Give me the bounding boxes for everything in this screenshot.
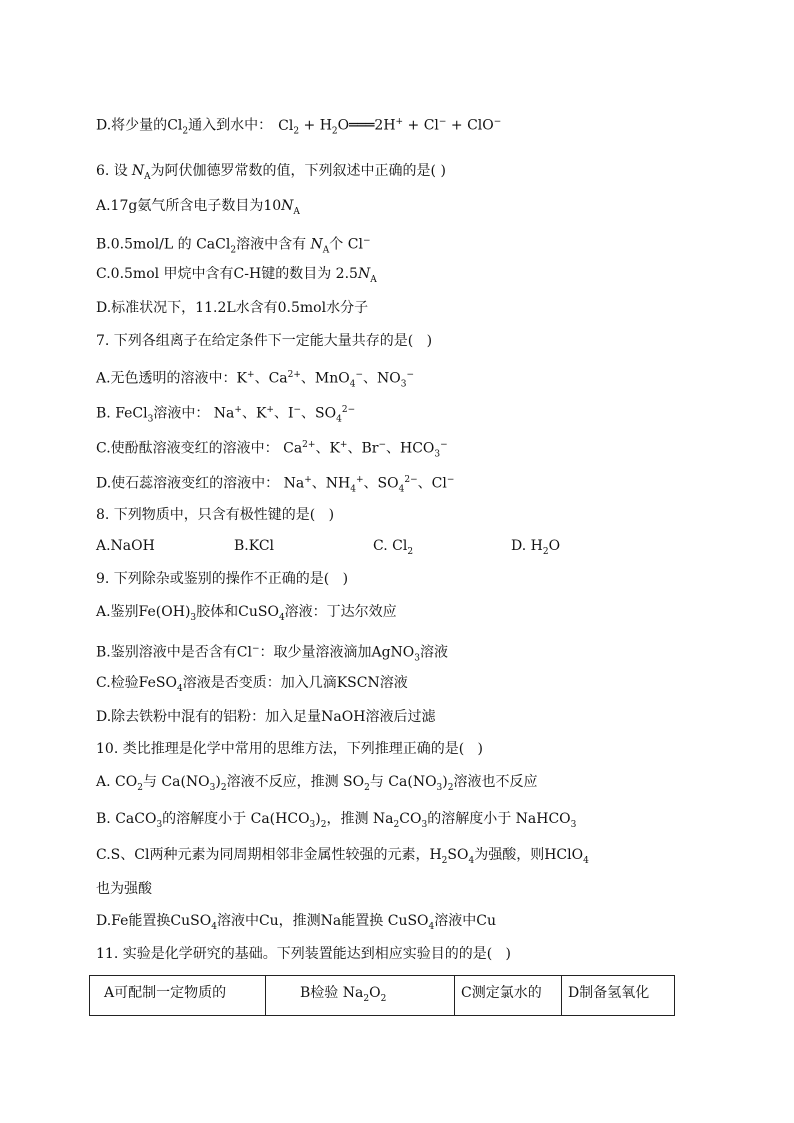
q8-option-b: B.KCl bbox=[234, 538, 275, 554]
q9-option-a: A.鉴别$Fe(OH)_3$胶体和CuSO$_4$溶液：丁达尔效应 bbox=[96, 604, 397, 623]
q9-option-b: B.鉴别溶液中是否含有Cl−：取少量溶液滴加AgNO$_3$溶液 bbox=[96, 644, 449, 664]
q11-stem: 11. 实验是化学研究的基础。下列装置能达到相应实验目的的是( ) bbox=[96, 946, 511, 962]
q11-options-table bbox=[89, 975, 675, 1016]
q10-option-d: D.Fe能置换CuSO$_4$溶液中Cu，推测Na能置换 CuSO$_4$溶液中Cu bbox=[96, 913, 496, 932]
table-row bbox=[90, 976, 675, 1016]
q7-option-d: D.使石蕊溶液变红的溶液中： Na+、$NH_4^+$、$SO_4^{2-}$、Cl− bbox=[96, 475, 455, 495]
q5-option-d: D.将少量的$Cl_2$通入到水中： $Cl_2$ + $H_2O═══2H^+ + Cl^- + ClO^-$ bbox=[96, 117, 502, 137]
q8-option-d: D. $H_2O$ bbox=[511, 538, 561, 557]
q10-option-c-line2: 也为强酸 bbox=[96, 881, 152, 897]
q10-option-a: A. $CO_2$与 $Ca(NO_3)_2$溶液不反应，推测 $SO_2$与 $Ca(NO_3)_2$溶液也不反应 bbox=[96, 774, 538, 793]
q6-option-c: C.0.5mol 甲烷中含有C-H键的数目为 $2.5N_A$ bbox=[96, 266, 377, 285]
table-cell-c: C测定氯水的 bbox=[455, 976, 562, 1016]
q9-option-d: D.除去铁粉中混有的铝粉：加入足量NaOH溶液后过滤 bbox=[96, 709, 436, 725]
q7-option-b: B. FeCl$_3$溶液中： Na+、K+、I−、$SO_4^{2-}$ bbox=[96, 405, 356, 425]
q7-option-a: A.无色透明的溶液中：K+、$Ca^{2+}$、MnO$_4$−、$NO_3^-$ bbox=[96, 370, 415, 390]
q7-option-c: C.使酚酞溶液变红的溶液中： $Ca^{2+}$、K+、Br−、$HCO_3^-$ bbox=[96, 440, 448, 460]
table-cell-b: B检验 $Na_2O_2$ bbox=[266, 976, 455, 1016]
q9-option-c: C.检验FeSO$_4$溶液是否变质：加入几滴KSCN溶液 bbox=[96, 675, 408, 694]
table-cell-a: A可配制一定物质的 bbox=[90, 976, 266, 1016]
q7-stem: 7. 下列各组离子在给定条件下一定能大量共存的是( ) bbox=[96, 333, 433, 349]
q6-option-a: A.17g氨气所含电子数目为$10N_A$ bbox=[96, 198, 300, 217]
q6-option-d: D.标准状况下，11.2L水含有0.5mol水分子 bbox=[96, 300, 369, 316]
q10-option-b: B. CaCO$_3$的溶解度小于 $Ca(HCO_3)_2$，推测 $Na_2CO_3$的溶解度小于 NaHCO$_3$ bbox=[96, 811, 577, 830]
table-cell-d: D制备氢氧化 bbox=[562, 976, 675, 1016]
q10-stem: 10. 类比推理是化学中常用的思维方法，下列推理正确的是( ) bbox=[96, 741, 483, 757]
q8-option-a: A.NaOH bbox=[96, 538, 155, 554]
q8-option-c: C. $Cl_2$ bbox=[373, 538, 414, 557]
q6-stem: 6. 设 $N_A$为阿伏伽德罗常数的值，下列叙述中正确的是( ) bbox=[96, 163, 446, 182]
q9-stem: 9. 下列除杂或鉴别的操作不正确的是( ) bbox=[96, 571, 349, 587]
q8-stem: 8. 下列物质中，只含有极性键的是( ) bbox=[96, 507, 335, 523]
q6-option-b: B.0.5mol/L 的 CaCl$_2$溶液中含有 $N_A$个 Cl− bbox=[96, 236, 371, 256]
q10-option-c-line1: C.S、Cl两种元素为同周期相邻非金属性较强的元素，$H_2SO_4$为强酸，则HClO$_4$ bbox=[96, 847, 589, 866]
